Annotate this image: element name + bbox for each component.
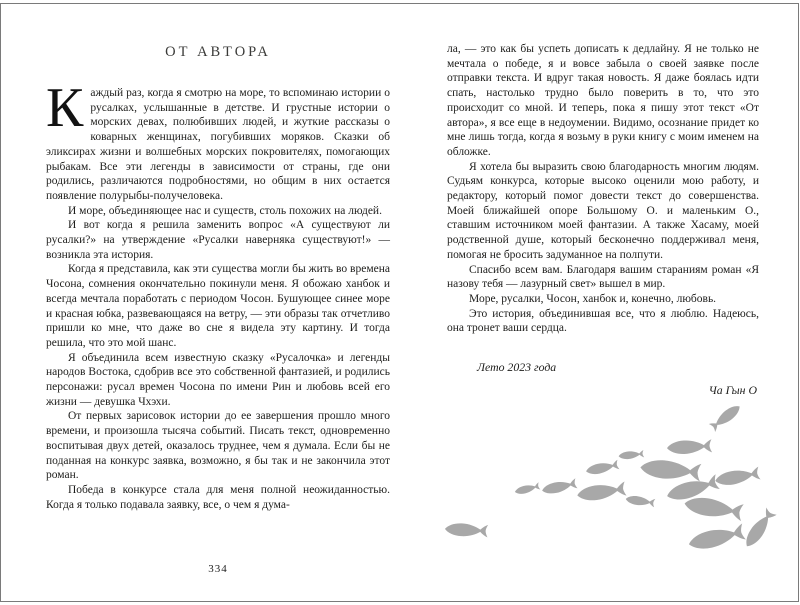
drop-cap: К <box>46 77 84 139</box>
right-page-column <box>447 42 759 397</box>
paragraph: Я хотела бы выразить свою благодарность многим людям. Судьям конкурса, которые высоко оценили мою работу, и редактору, который помог довести текст до совершенства. Моей ближайшей опоре Большому О. и маленьким О., ставшим источником моей фантазии. А также Хасаму, моей родственной душе, который бесконечно поддерживал меня, помогая не бросить задуманное на полпути. <box>447 160 759 261</box>
fish-icon <box>625 495 655 508</box>
fish-icon <box>687 523 746 552</box>
paragraph: И вот когда я решила заменить вопрос «А существуют ли русалки?» на утверждение «Русалки наверняка существуют!» — возникла эта история. <box>46 219 390 261</box>
paragraph: От первых зарисовок истории до ее завершения прошло много времени, и произошла тысяча событий. Писать текст, одновременно воспитывая двух детей, оказалось труднее, чем я думала. Если бы не поданная на конкурс заявка, возможно, я бы так и не закончила этот роман. <box>46 410 390 482</box>
chapter-title: ОТ АВТОРА <box>165 44 271 60</box>
paragraph: И море, объединяющее нас и существ, столь похожих на людей. <box>68 204 382 217</box>
page-number: 334 <box>208 563 228 575</box>
paragraph: Победа в конкурсе стала для меня полной неожиданностью. Когда я только подавала заявку, все, о чем я дума- <box>46 483 390 511</box>
fish-icon <box>618 450 644 460</box>
paragraph: Это история, объединившая все, что я люблю. Надеюсь, она тронет ваши сердца. <box>447 307 759 335</box>
paragraph: ла, — это как бы успеть дописать к дедлайну. Я не только не мечтала о победе, я и вовсе забыла о своей заявке после отправки текста. И вдруг такая новость. Я даже боялась идти спать, настолько трудно было поверить в то, что это происходит со мной. И теперь, пока я пишу этот текст «От автора», я все еще в недоумении. Видимо, осознание придет ко мне лишь тогда, когда я возьму в руки книгу с моим именем на обложке. <box>447 43 759 158</box>
paragraph: Спасибо всем вам. Благодаря вашим стараниям роман «Я назову тебя — лазурный свет» вышел в мир. <box>447 263 759 291</box>
fish-icon <box>709 402 743 432</box>
fish-icon <box>667 439 712 455</box>
paragraph: Я объединила всем известную сказку «Русалочка» и легенды народов Востока, сдобрив все это собственной фантазией, и родились персонажи: русал времен Чосона по имени Рин и любовь всей его жизни — девушка Чхэхи. <box>46 351 390 408</box>
fish-icon <box>514 482 540 495</box>
fish-icon <box>640 458 702 481</box>
fish-icon <box>742 507 777 550</box>
fish-icon <box>714 466 760 487</box>
left-column-text <box>46 77 390 512</box>
fish-icon <box>683 495 744 521</box>
date-line: Лето 2023 года <box>477 360 557 375</box>
right-column-text <box>447 42 759 336</box>
fish-icon <box>576 481 626 502</box>
paragraph: Каждый раз, когда я смотрю на море, то вспоминаю истории о русалках, услышанные в детстве. И грустные истории о морских девах, полюбивших людей, и жуткие рассказы о коварных женщинах, погубивших моряков. Сказки об эликсирах жизни и волшебных морских покровителях, помогающих рыбакам. Все эти легенды в зависимости от страны, где они родились, различаются подробностями, но общим в них остается появление полурыбы-получеловека. <box>46 77 390 202</box>
left-page-column <box>46 44 390 512</box>
paragraph: Море, русалки, Чосон, ханбок и, конечно, любовь. <box>469 292 717 305</box>
paragraph: Когда я представила, как эти существа могли бы жить во времена Чосона, сомнения окончательно покинули меня. Я обожаю ханбок и всегда мечтала поработать с периодом Чосон. Бушующее синее море и красная юбка, развевающаяся на ветру, — эти образы так отчетливо пришли ко мне, что даже во сне я видела эту картину. И тогда решила, что это мой шанс. <box>46 263 390 349</box>
fish-icon <box>445 522 489 537</box>
author-signature: Ча Гын О <box>708 382 757 397</box>
fish-icon <box>541 478 578 496</box>
fish-icon <box>585 460 619 477</box>
fish-icon <box>665 474 720 504</box>
